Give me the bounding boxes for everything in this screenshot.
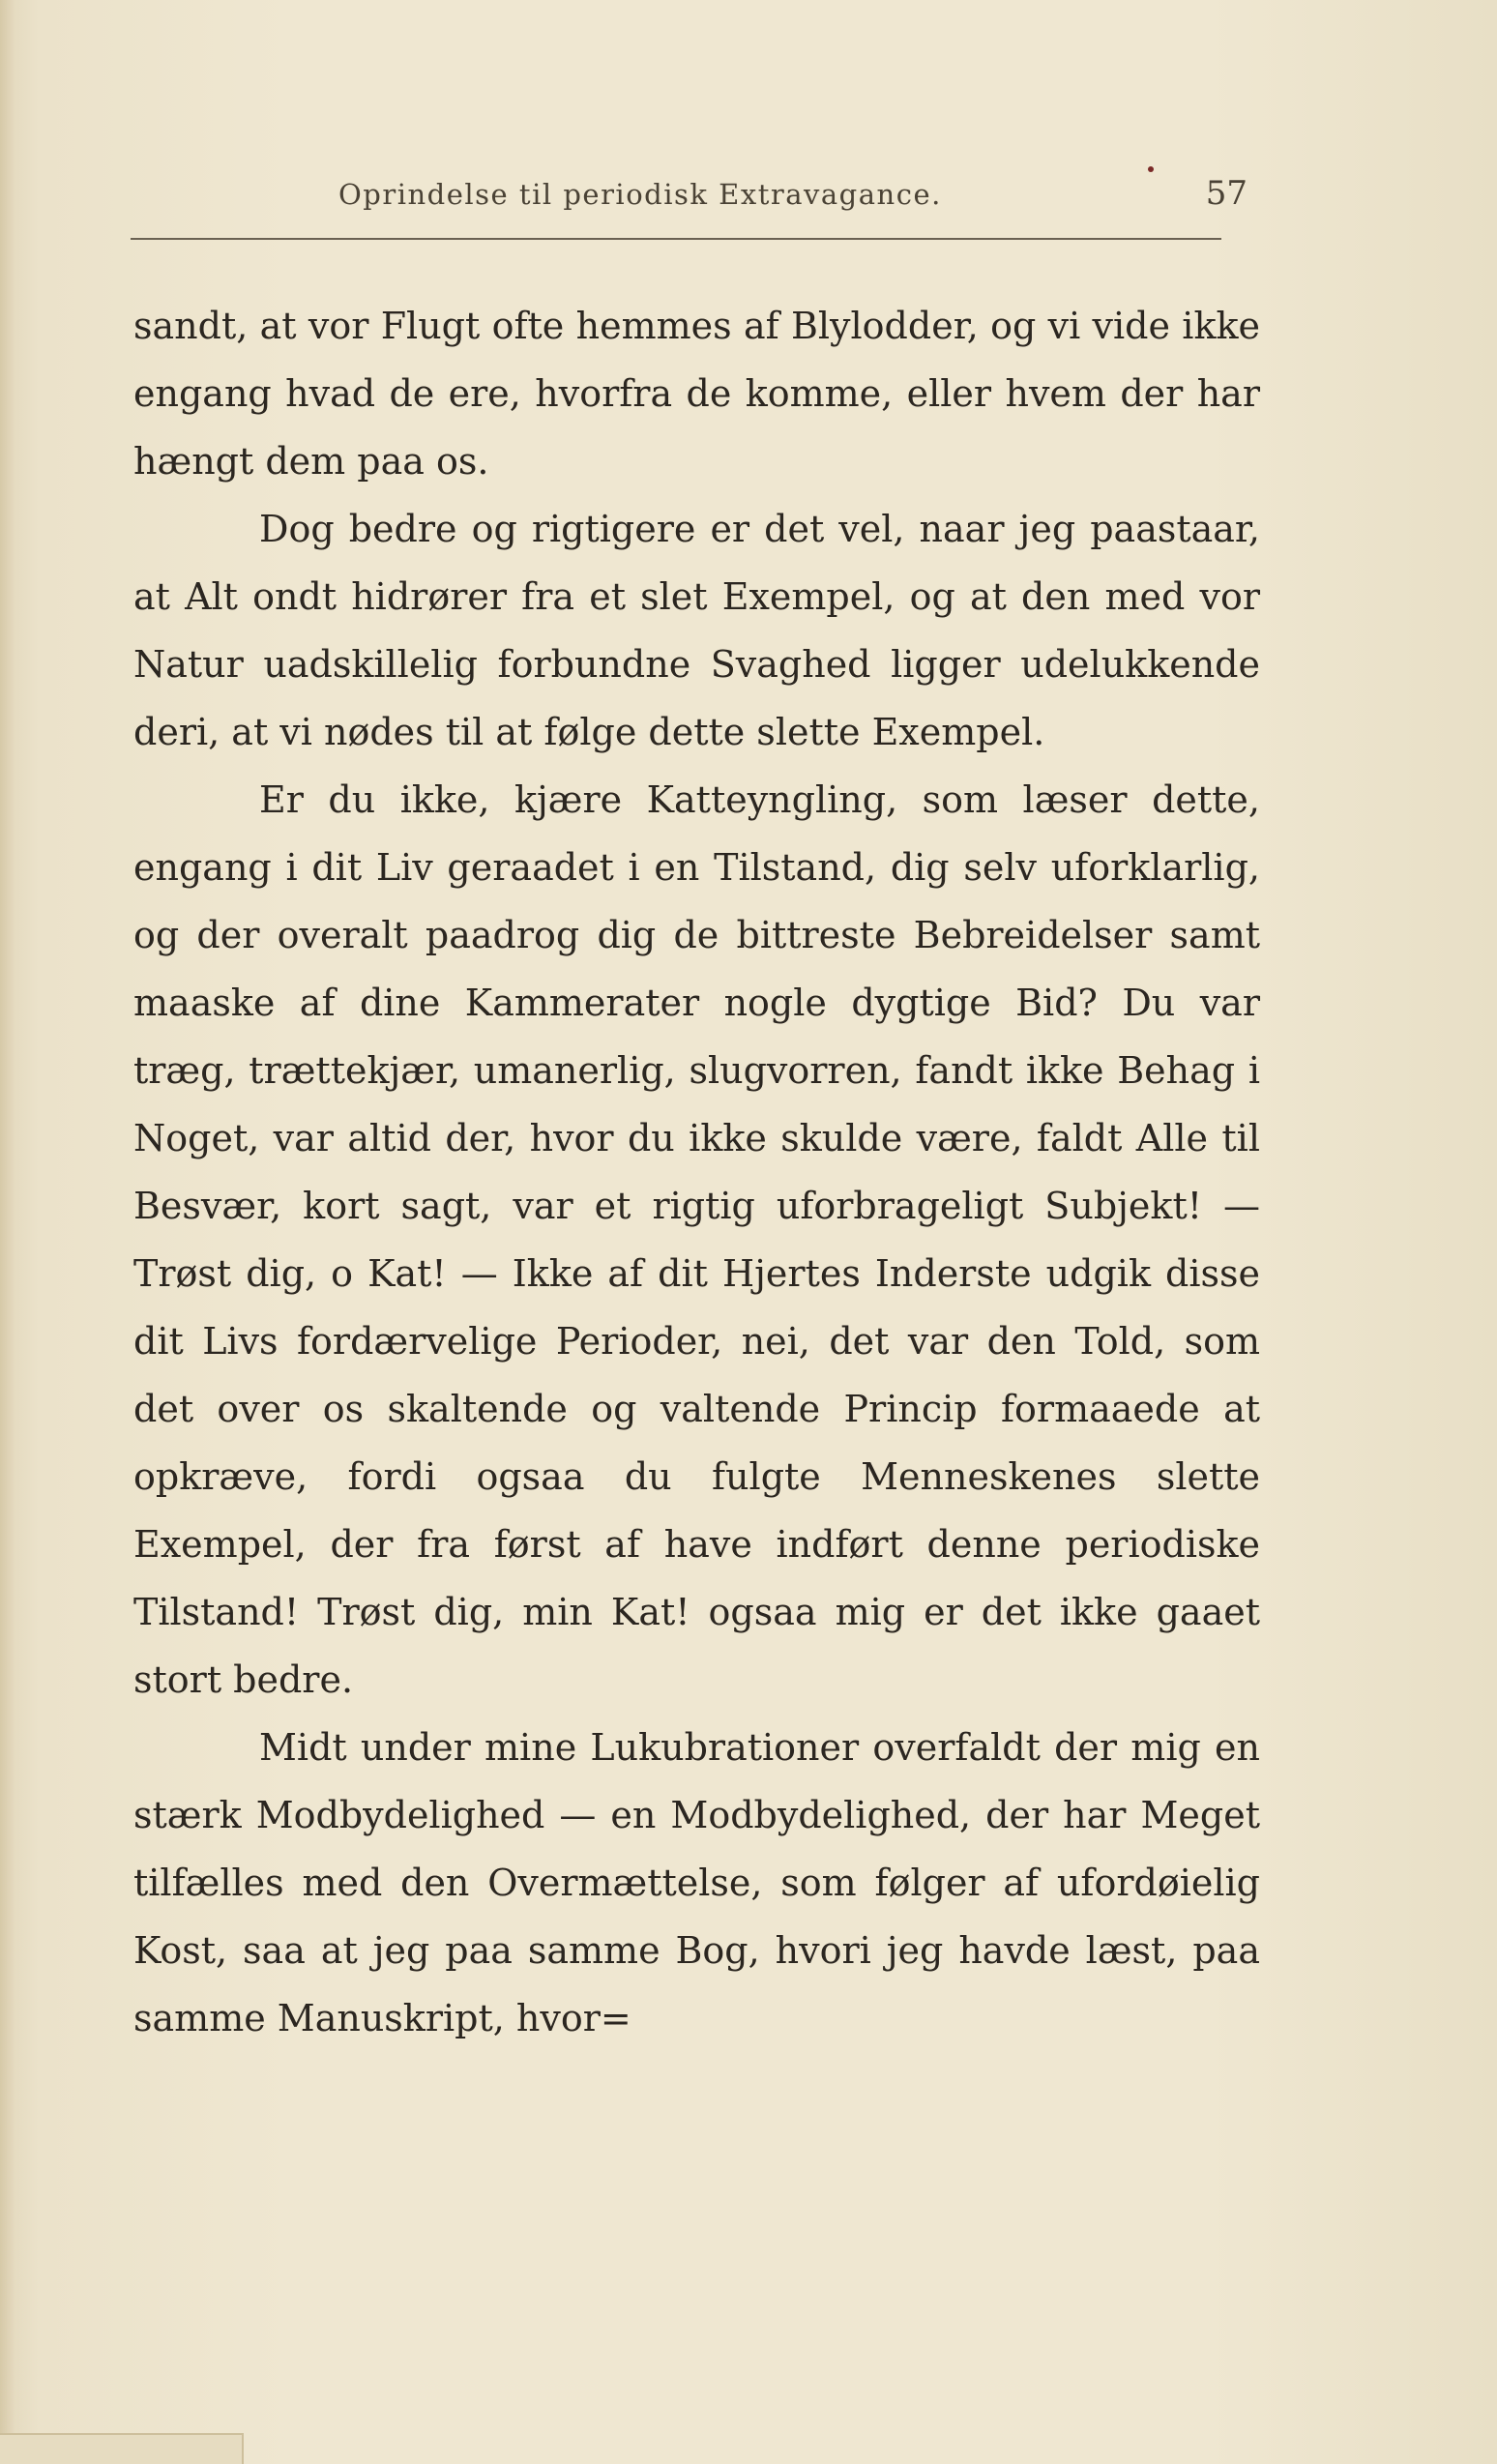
ink-speck [1148,166,1154,172]
paragraph: Midt under mine Lukubrationer overfaldt der mig en stærk Modbydelighed — en Modbydelighed, der har Meget tilfælles med den Overmættelse, som følger af ufordøielig Kost, saa at jeg paa samme Bog, hvori jeg havde læst, paa samme Manuskript, hvor= [133,1726,1260,2039]
paragraph: Dog bedre og rigtigere er det vel, naar jeg paastaar, at Alt ondt hidrører fra et slet Exempel, og at den med vor Natur uadskillelig forbundne Svaghed ligger udelukkende deri, at vi nødes til at følge dette slette Exempel. [133,508,1260,753]
header-rule [131,238,1221,240]
paragraph-continuation: sandt, at vor Flugt ofte hemmes af Blylodder, og vi vide ikke engang hvad de ere, hvorfra de komme, eller hvem der har hængt dem paa os. [133,305,1260,483]
page-corner-edge [0,2433,244,2464]
paragraph: Er du ikke, kjære Katteyngling, som læser dette, engang i dit Liv geraadet i en Tilstand, dig selv uforklarlig, og der overalt paadrog dig de bittreste Bebreidelser samt maaske af dine Kammerater nogle dygtige Bid? Du var træg, trættekjær, umanerlig, slugvorren, fandt ikke Behag i Noget, var altid der, hvor du ikke skulde være, faldt Alle til Besvær, kort sagt, var et rigtig uforbrageligt Subjekt! — Trøst dig, o Kat! — Ikke af dit Hjertes Inderste udgik disse dit Livs fordærvelige Perioder, nei, det var den Told, som det over os skaltende og valtende Princip formaaede at opkræve, fordi ogsaa du fulgte Menneskenes slette Exempel, der fra først af have indført denne periodiske Tilstand! Trøst dig, min Kat! ogsaa mig er det ikke gaaet stort bedre. [133,778,1260,1701]
running-head-title: Oprindelse til periodisk Extravagance. [338,178,942,211]
page-gutter-edge [0,0,14,2464]
body-text [133,292,1260,2052]
page-number: 57 [1205,174,1248,213]
running-head [126,170,1248,228]
